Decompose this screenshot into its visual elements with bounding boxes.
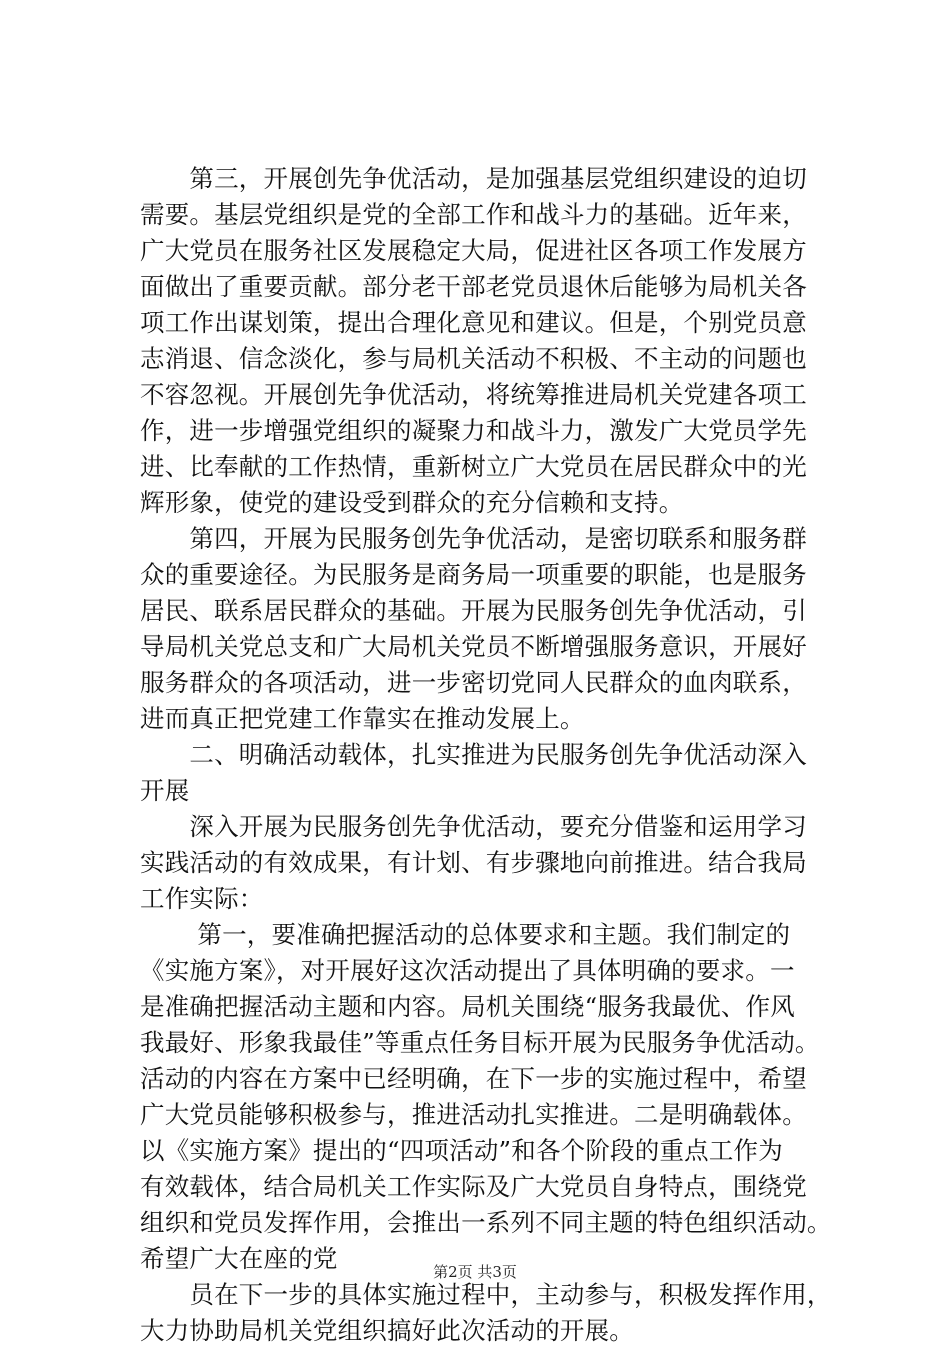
text-line: 第三，开展创先争优活动，是加强基层党组织建设的迫切 bbox=[140, 164, 807, 193]
text-line: 居民、联系居民群众的基础。开展为民服务创先争优活动，引 bbox=[140, 596, 807, 625]
page-number-footer: 第2页 共3页 bbox=[433, 1263, 517, 1281]
section-heading-line: 开展 bbox=[140, 776, 190, 805]
text-line: 面做出了重要贡献。部分老干部老党员退休后能够为局机关各 bbox=[140, 272, 807, 301]
text-line: 辉形象，使党的建设受到群众的充分信赖和支持。 bbox=[140, 488, 684, 517]
text-line: 《实施方案》，对开展好这次活动提出了具体明确的要求。一 bbox=[140, 956, 795, 985]
text-line: 以《实施方案》提出的“四项活动”和各个阶段的重点工作为 bbox=[140, 1136, 783, 1165]
body-text bbox=[140, 161, 840, 1349]
text-line: 众的重要途径。为民服务是商务局一项重要的职能，也是服务 bbox=[140, 560, 807, 589]
text-line: 组织和党员发挥作用，会推出一系列不同主题的特色组织活动。 bbox=[140, 1208, 832, 1237]
text-line: 工作实际： bbox=[140, 884, 264, 913]
section-heading-line: 二、明确活动载体，扎实推进为民服务创先争优活动深入 bbox=[140, 740, 807, 769]
text-line: 广大党员能够积极参与，推进活动扎实推进。二是明确载体。 bbox=[140, 1100, 807, 1129]
text-line: 深入开展为民服务创先争优活动，要充分借鉴和运用学习 bbox=[140, 812, 807, 841]
text-line: 不容忽视。开展创先争优活动，将统筹推进局机关党建各项工 bbox=[140, 380, 807, 409]
text-line: 作，进一步增强党组织的凝聚力和战斗力，激发广大党员学先 bbox=[140, 416, 807, 445]
text-line: 活动的内容在方案中已经明确，在下一步的实施过程中，希望 bbox=[140, 1064, 807, 1093]
text-line: 广大党员在服务社区发展稳定大局，促进社区各项工作发展方 bbox=[140, 236, 807, 265]
text-line: 第一，要准确把握活动的总体要求和主题。我们制定的 bbox=[140, 920, 791, 949]
text-line: 项工作出谋划策，提出合理化意见和建议。但是，个别党员意 bbox=[140, 308, 807, 337]
text-line: 有效载体，结合局机关工作实际及广大党员自身特点，围绕党 bbox=[140, 1172, 807, 1201]
text-line: 是准确把握活动主题和内容。局机关围绕“服务我最优、作风 bbox=[140, 992, 795, 1021]
text-line: 大力协助局机关党组织搞好此次活动的开展。 bbox=[140, 1316, 634, 1345]
text-line: 进而真正把党建工作靠实在推动发展上。 bbox=[140, 704, 585, 733]
text-line: 希望广大在座的党 bbox=[140, 1244, 338, 1273]
text-line: 员在下一步的具体实施过程中，主动参与，积极发挥作用， bbox=[140, 1280, 832, 1309]
text-line: 导局机关党总支和广大局机关党员不断增强服务意识，开展好 bbox=[140, 632, 807, 661]
text-line: 第四，开展为民服务创先争优活动，是密切联系和服务群 bbox=[140, 524, 807, 553]
text-line: 需要。基层党组织是党的全部工作和战斗力的基础。近年来， bbox=[140, 200, 807, 229]
text-line: 我最好、形象我最佳”等重点任务目标开展为民服务争优活动。 bbox=[140, 1028, 820, 1057]
text-line: 实践活动的有效成果，有计划、有步骤地向前推进。结合我局 bbox=[140, 848, 807, 877]
text-line: 服务群众的各项活动，进一步密切党同人民群众的血肉联系， bbox=[140, 668, 807, 697]
text-line: 进、比奉献的工作热情，重新树立广大党员在居民群众中的光 bbox=[140, 452, 807, 481]
text-line: 志消退、信念淡化，参与局机关活动不积极、不主动的问题也 bbox=[140, 344, 807, 373]
